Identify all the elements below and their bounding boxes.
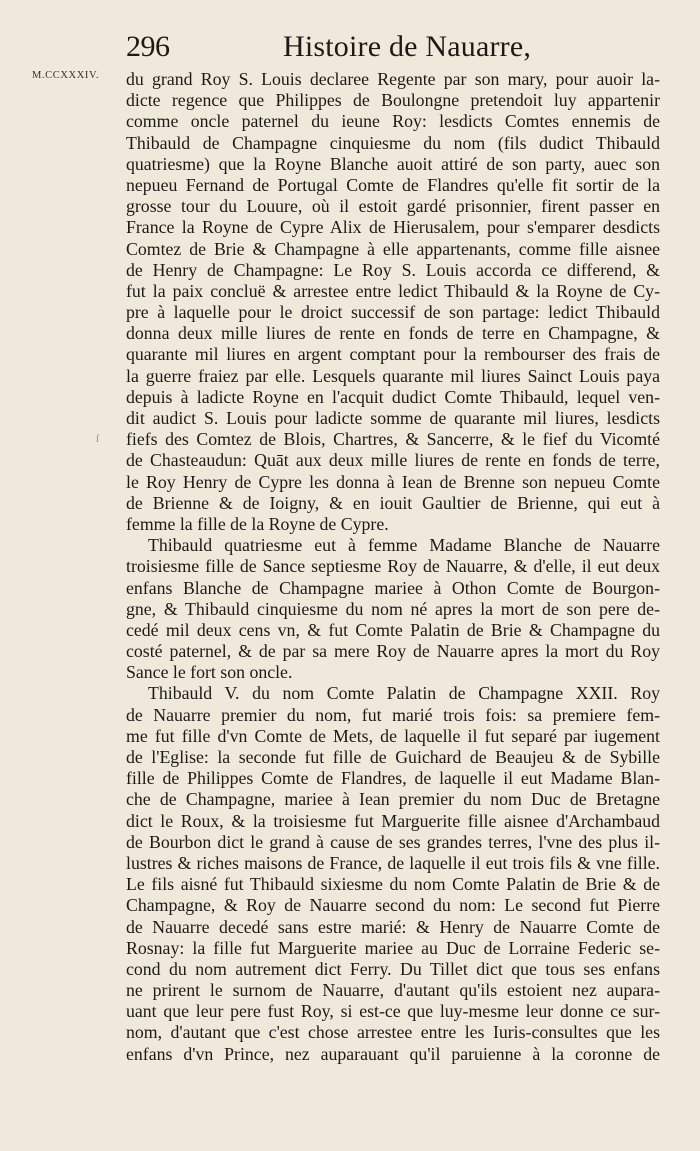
text-line: Thibauld quatriesme eut à femme Madame Blanche de Nauarre <box>148 535 660 556</box>
text-line: Sance le fort son oncle. <box>126 662 293 683</box>
text-line: me fut fille d'vn Comte de Mets, de laquelle il fut separé par iugement <box>126 725 660 746</box>
text-line: depuis à ladicte Royne en l'acquit dudict Comte Thibauld, lequel ven- <box>126 386 660 407</box>
text-line: enfans d'vn Prince, nez auparauant qu'il paruienne à la coronne de <box>126 1043 660 1064</box>
text-line: uant que leur pere fust Roy, si est-ce que luy-mesme leur donne ce sur- <box>126 1001 660 1022</box>
text-line: Rosnay: la fille fut Marguerite mariee au Duc de Lorraine Federic se- <box>126 937 660 958</box>
text-line: comme oncle paternel du ieune Roy: lesdicts Comtes ennemis de <box>126 111 660 132</box>
text-line: fut la paix concluë & arrestee entre ledict Thibauld & la Royne de Cy- <box>126 280 660 301</box>
text-line: dict le Roux, & la troisiesme fut Marguerite fille aisnee d'Archambaud <box>126 810 660 831</box>
text-line: de Nauarre premier du nom, fut marié trois fois: sa premiere fem- <box>126 704 660 725</box>
text-line: pre à laquelle pour le droict successif de son partage: ledict Thibauld <box>126 302 660 323</box>
text-block <box>126 69 660 1065</box>
text-line: femme la fille de la Royne de Cypre. <box>126 513 389 534</box>
text-line: fille de Philippes Comte de Flandres, de laquelle il eut Madame Blan- <box>126 768 660 789</box>
text-line: le Roy Henry de Cypre les donna à Iean de Brenne son nepueu Comte <box>126 471 660 492</box>
text-line: la guerre fraiez par elle. Lesquels quarante mil liures Sainct Louis paya <box>126 365 660 386</box>
text-line: gne, & Thibauld cinquiesme du nom né apres la mort de son pere de- <box>126 598 660 619</box>
margin-year: M.CCXXXIV. <box>32 70 100 81</box>
text-line: ne prirent le surnom de Nauarre, d'autant qu'ils estoient nez aupara- <box>126 980 660 1001</box>
text-line: de Chasteaudun: Quāt aux deux mille liures de rente en fonds de terre, <box>126 450 660 471</box>
text-line: che de Champagne, mariee à Iean premier du nom Duc de Bretagne <box>126 789 660 810</box>
text-line: de Nauarre decedé sans estre marié: & Henry de Nauarre Comte de <box>126 916 660 937</box>
text-line: Le fils aisné fut Thibauld sixiesme du nom Comte Palatin de Brie & de <box>126 874 660 895</box>
text-line: nom, d'autant que c'est chose arrestee entre les Iuris-consultes que les <box>126 1022 660 1043</box>
text-line: cedé mil deux cens vn, & fut Comte Palatin de Brie & Champagne du <box>126 619 660 640</box>
text-line: lustres & riches maisons de France, de laquelle il eut trois fils & vne fille. <box>126 852 660 873</box>
text-line: nepueu Fernand de Portugal Comte de Flandres qu'elle fit sortir de la <box>126 174 660 195</box>
text-line: dit audict S. Louis pour ladicte somme de quarante mil liures, lesdicts <box>126 408 660 428</box>
text-line: troisiesme fille de Sance septiesme Roy de Nauarre, & d'elle, il eut deux <box>126 556 660 577</box>
text-line: enfans Blanche de Champagne mariee à Othon Comte de Bourgon- <box>126 577 660 598</box>
text-line: Thibauld de Champagne cinquiesme du nom (fils dudict Thibauld <box>126 132 660 153</box>
text-line: France la Royne de Cypre Alix de Hierusalem, pour s'emparer desdicts <box>126 217 660 238</box>
text-line: de Brienne & de Ioigny, & en iouit Gaultier de Brienne, qui eut à <box>126 492 660 513</box>
text-line: cond du nom autrement dict Ferry. Du Tillet dict que tous ses enfans <box>126 958 660 979</box>
text-line: dicte regence que Philippes de Boulongne pretendoit luy appartenir <box>126 90 660 111</box>
text-line: de l'Eglise: la seconde fut fille de Guichard de Beaujeu & de Sybille <box>126 747 660 767</box>
text-line: costé paternel, & de par sa mere Roy de Nauarre apres la mort du Roy <box>126 641 660 662</box>
margin-blot: ſ <box>96 434 99 445</box>
text-line: du grand Roy S. Louis declaree Regente par son mary, pour auoir la- <box>126 69 660 89</box>
text-line: quarante mil liures en argent comptant pour la rembourser des frais de <box>126 344 660 365</box>
text-line: Comtez de Brie & Champagne à elle appartenants, comme fille aisnee <box>126 238 660 259</box>
running-title: Histoire de Nauarre, <box>283 30 532 63</box>
page-number: 296 <box>126 30 170 63</box>
text-line: grosse tour du Louure, où il estoit gardé prisonnier, firent passer en <box>126 196 660 217</box>
text-line: Thibauld V. du nom Comte Palatin de Champagne XXII. Roy <box>148 683 660 704</box>
text-line: quatriesme) que la Royne Blanche auoit attiré de son party, auec son <box>126 153 660 174</box>
text-line: donna deux mille liures de rente en fonds de terre en Champagne, & <box>126 323 660 344</box>
text-line: fiefs des Comtez de Blois, Chartres, & Sancerre, & le fief du Vicomté <box>126 429 660 450</box>
text-line: Champagne, & Roy de Nauarre second du nom: Le second fut Pierre <box>126 895 660 916</box>
text-line: de Henry de Champagne: Le Roy S. Louis accorda ce differend, & <box>126 259 660 280</box>
text-line: de Bourbon dict le grand à cause de ses grandes terres, l'vne des plus il- <box>126 831 660 852</box>
